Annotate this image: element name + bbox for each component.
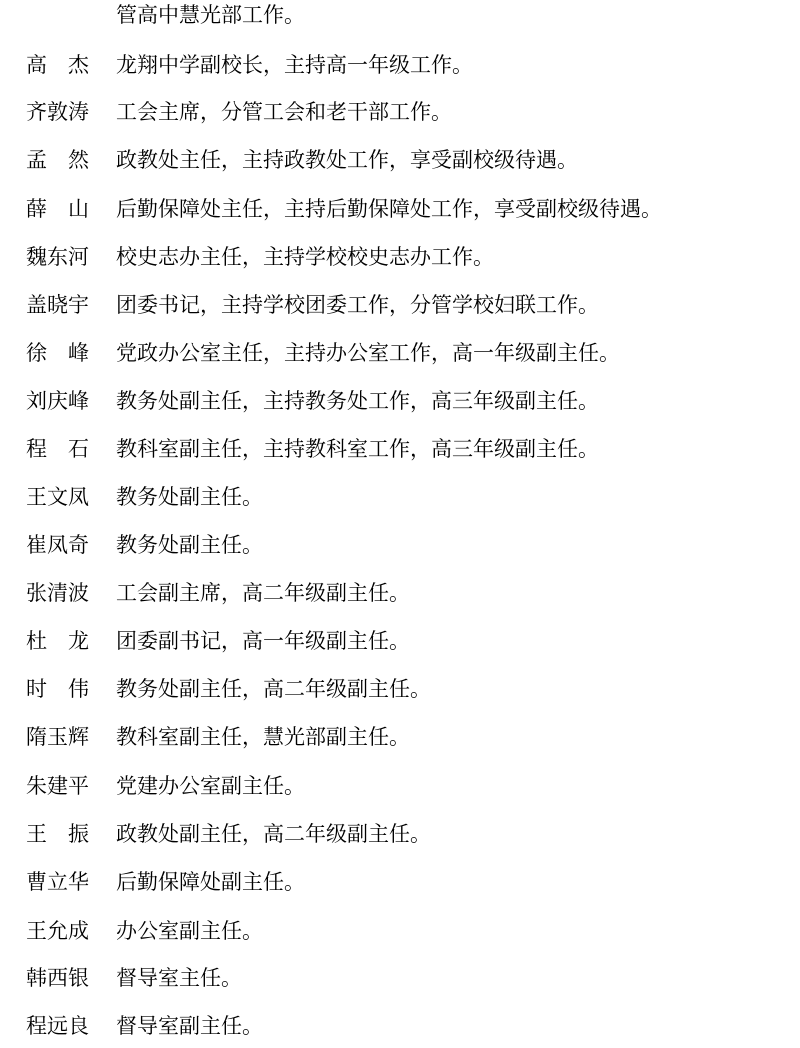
list-item xyxy=(26,1011,263,1041)
person-name: 薛 山 xyxy=(26,197,89,221)
list-item xyxy=(26,338,620,368)
person-name: 刘庆峰 xyxy=(26,389,89,413)
person-name: 程远良 xyxy=(26,1014,89,1038)
list-item xyxy=(26,771,305,801)
list-item xyxy=(26,242,494,272)
person-name: 张清波 xyxy=(26,581,89,605)
list-item xyxy=(26,578,410,608)
person-duty: 龙翔中学副校长，主持高一年级工作。 xyxy=(116,53,473,77)
person-duty: 党建办公室副主任。 xyxy=(116,774,305,798)
person-name: 曹立华 xyxy=(26,870,89,894)
list-item xyxy=(26,867,305,897)
continuation-line: 管高中慧光部工作。 xyxy=(116,3,305,27)
person-name: 时 伟 xyxy=(26,677,89,701)
person-duty: 后勤保障处主任，主持后勤保障处工作，享受副校级待遇。 xyxy=(116,197,662,221)
person-duty: 教务处副主任。 xyxy=(116,533,263,557)
list-item xyxy=(26,145,578,175)
list-item xyxy=(26,290,599,320)
person-duty: 办公室副主任。 xyxy=(116,919,263,943)
person-name: 魏东河 xyxy=(26,245,89,269)
person-duty: 政教处副主任，高二年级副主任。 xyxy=(116,822,431,846)
person-duty: 教科室副主任，主持教科室工作，高三年级副主任。 xyxy=(116,437,599,461)
person-duty: 后勤保障处副主任。 xyxy=(116,870,305,894)
person-duty: 政教处主任，主持政教处工作，享受副校级待遇。 xyxy=(116,148,578,172)
person-name: 徐 峰 xyxy=(26,341,89,365)
list-item xyxy=(26,97,452,127)
list-item xyxy=(26,530,263,560)
person-name: 杜 龙 xyxy=(26,629,89,653)
list-item xyxy=(26,626,410,656)
person-duty: 校史志办主任，主持学校校史志办工作。 xyxy=(116,245,494,269)
list-item xyxy=(26,674,431,704)
person-duty: 党政办公室主任，主持办公室工作，高一年级副主任。 xyxy=(116,341,620,365)
person-name: 隋玉辉 xyxy=(26,725,89,749)
person-name: 崔凤奇 xyxy=(26,533,89,557)
person-name: 王允成 xyxy=(26,919,89,943)
list-item xyxy=(26,819,431,849)
person-name: 王 振 xyxy=(26,822,89,846)
list-item xyxy=(26,916,263,946)
list-item xyxy=(26,386,599,416)
person-name: 齐敦涛 xyxy=(26,100,89,124)
person-duty: 教科室副主任，慧光部副主任。 xyxy=(116,725,410,749)
person-duty: 督导室副主任。 xyxy=(116,1014,263,1038)
person-duty: 督导室主任。 xyxy=(116,966,242,990)
list-item xyxy=(26,194,662,224)
person-name: 孟 然 xyxy=(26,148,89,172)
person-duty: 团委副书记，高一年级副主任。 xyxy=(116,629,410,653)
person-name: 程 石 xyxy=(26,437,89,461)
person-duty: 团委书记，主持学校团委工作，分管学校妇联工作。 xyxy=(116,293,599,317)
list-item xyxy=(26,963,242,993)
person-name: 高 杰 xyxy=(26,53,89,77)
person-duty: 工会主席，分管工会和老干部工作。 xyxy=(116,100,452,124)
list-item xyxy=(26,50,473,80)
list-item xyxy=(26,722,410,752)
person-name: 盖晓宇 xyxy=(26,293,89,317)
list-item xyxy=(26,434,599,464)
person-duty: 工会副主席，高二年级副主任。 xyxy=(116,581,410,605)
person-duty: 教务处副主任，高二年级副主任。 xyxy=(116,677,431,701)
person-name: 王文凤 xyxy=(26,485,89,509)
person-duty: 教务处副主任。 xyxy=(116,485,263,509)
person-duty: 教务处副主任，主持教务处工作，高三年级副主任。 xyxy=(116,389,599,413)
list-item xyxy=(26,482,263,512)
person-name: 韩西银 xyxy=(26,966,89,990)
person-name: 朱建平 xyxy=(26,774,89,798)
